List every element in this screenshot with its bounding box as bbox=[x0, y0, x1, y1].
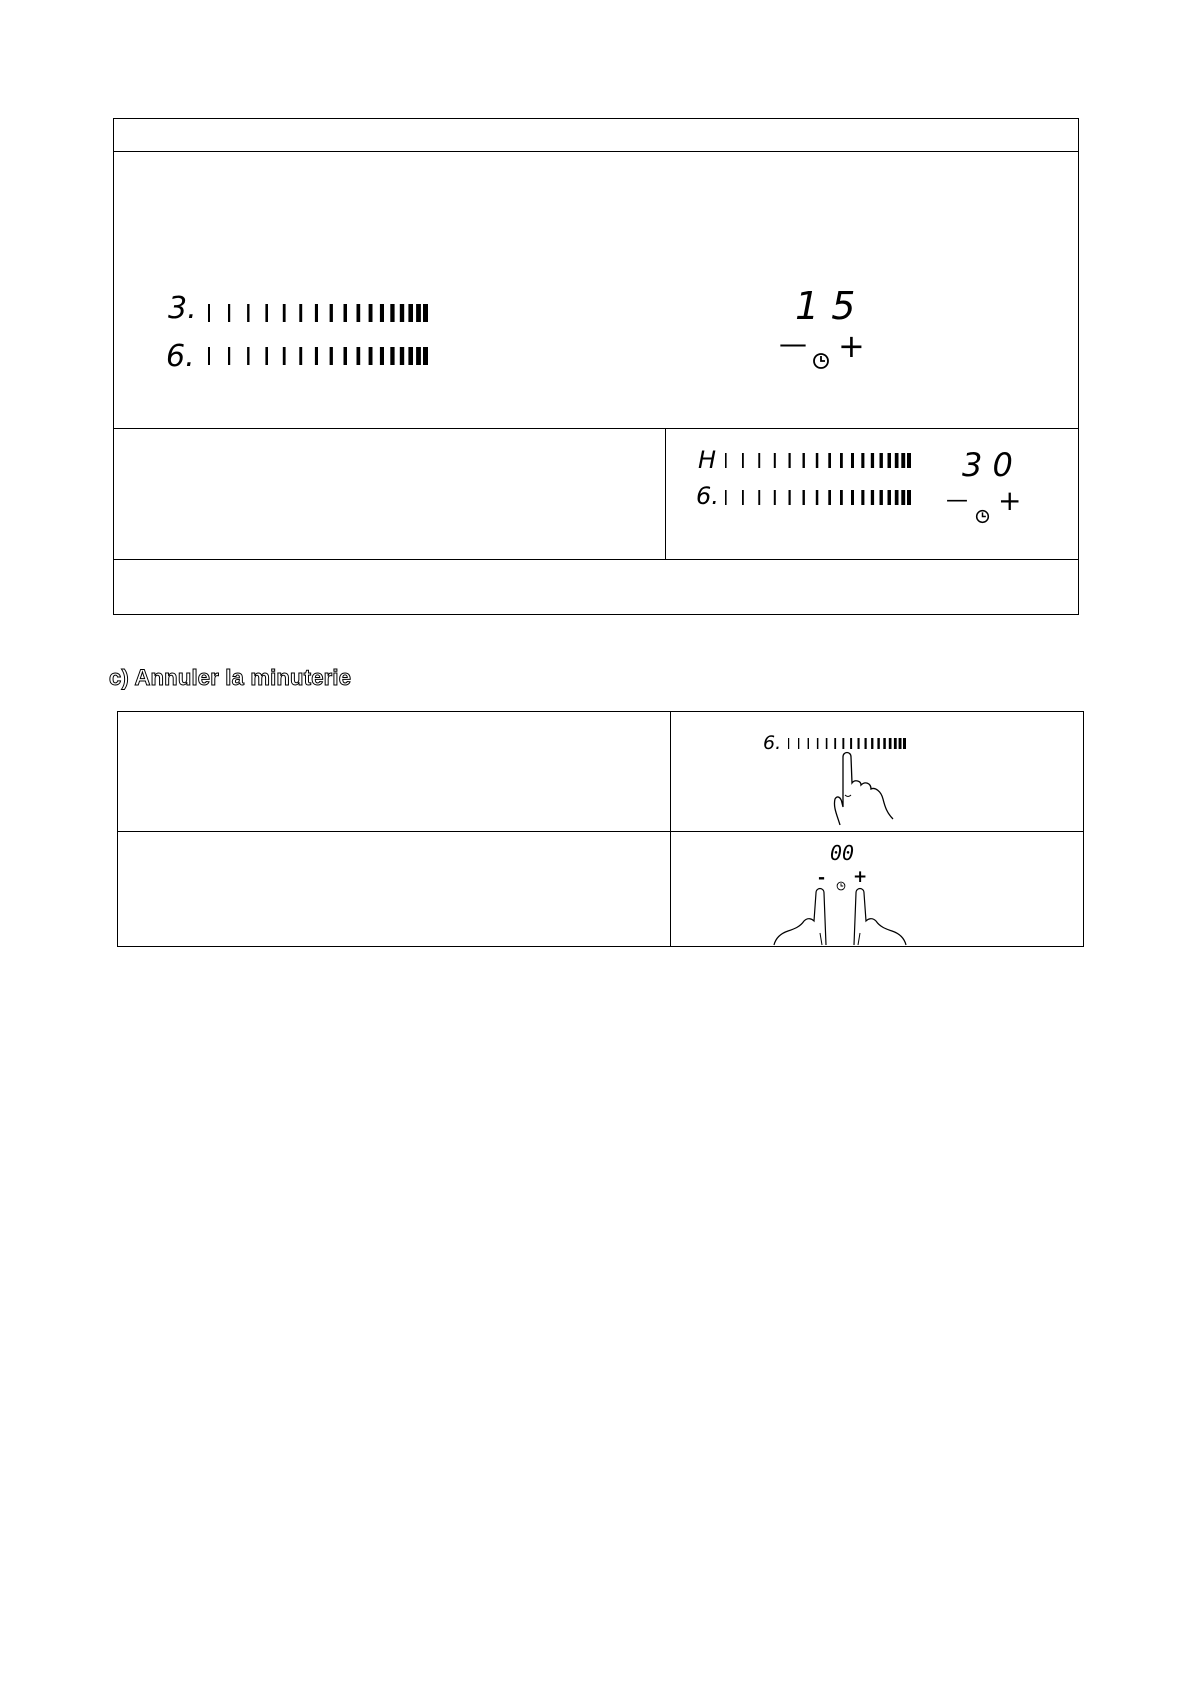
zone-4-power-bar bbox=[725, 490, 885, 508]
timer-reset-value: 00 bbox=[830, 841, 855, 865]
zone-level-small: 6. bbox=[763, 732, 782, 754]
power-bar-segment bbox=[901, 453, 905, 468]
power-bar-segment bbox=[299, 304, 302, 322]
timer-value: 1 5 bbox=[795, 284, 856, 328]
power-bar-segment bbox=[828, 453, 831, 468]
zone-4-level: 6. bbox=[696, 482, 719, 510]
power-bar-segment bbox=[390, 347, 394, 365]
power-bar-segment bbox=[880, 490, 883, 505]
power-bar-segment bbox=[330, 304, 333, 322]
zone-3-power-bar bbox=[725, 453, 885, 471]
power-bar-segment bbox=[758, 453, 760, 468]
power-bar-segment bbox=[851, 453, 854, 468]
power-bar-segment bbox=[774, 453, 776, 468]
power-bar-segment bbox=[895, 490, 899, 505]
power-bar-segment bbox=[903, 738, 906, 749]
power-bar-segment bbox=[408, 304, 413, 322]
power-bar-segment bbox=[265, 304, 268, 322]
power-bar-segment bbox=[400, 347, 404, 365]
power-bar-segment bbox=[888, 490, 892, 505]
power-bar-segment bbox=[315, 304, 318, 322]
power-bar-segment bbox=[208, 347, 210, 365]
power-bar-segment bbox=[315, 347, 318, 365]
power-bar-segment bbox=[817, 738, 819, 749]
power-bar-segment bbox=[774, 490, 776, 505]
power-bar-segment bbox=[907, 490, 911, 505]
power-bar-segment bbox=[416, 304, 421, 322]
table2-row-divider bbox=[117, 831, 1084, 832]
timer-value-2: 3 0 bbox=[962, 446, 1013, 484]
zone-1-level: 3. bbox=[168, 291, 197, 326]
power-bar-segment bbox=[400, 304, 404, 322]
power-bar-segment bbox=[390, 304, 394, 322]
power-bar-segment bbox=[380, 304, 384, 322]
table1-row-divider-1 bbox=[113, 428, 1079, 429]
power-bar-segment bbox=[895, 453, 899, 468]
minus-touch-key: - bbox=[818, 868, 826, 888]
power-bar-segment bbox=[871, 490, 874, 505]
timer-minus-button: — bbox=[779, 327, 807, 360]
power-bar-segment bbox=[357, 347, 361, 365]
power-bar-segment bbox=[247, 304, 249, 322]
clock-icon bbox=[975, 509, 990, 524]
power-bar-segment bbox=[416, 347, 421, 365]
plus-touch-key: + bbox=[853, 867, 868, 887]
power-bar-segment bbox=[828, 490, 831, 505]
power-bar-segment bbox=[725, 453, 727, 468]
power-bar-segment bbox=[840, 490, 843, 505]
power-bar-segment bbox=[789, 453, 791, 468]
power-bar-segment bbox=[344, 347, 348, 365]
table1-column-divider bbox=[665, 428, 666, 559]
power-bar-segment bbox=[369, 347, 373, 365]
power-bar-segment bbox=[369, 304, 373, 322]
two-fingers-icon bbox=[770, 885, 910, 947]
power-bar-segment bbox=[861, 453, 864, 468]
timer-minus-button-2: — bbox=[946, 488, 968, 513]
power-bar-segment bbox=[816, 490, 819, 505]
power-bar-segment bbox=[808, 738, 809, 749]
timer-plus-button: + bbox=[838, 327, 865, 365]
power-bar-segment bbox=[851, 490, 854, 505]
instruction-table-2 bbox=[117, 711, 1084, 947]
clock-icon bbox=[812, 352, 830, 370]
power-bar-segment bbox=[742, 490, 744, 505]
power-bar-segment bbox=[840, 453, 843, 468]
power-bar-segment bbox=[344, 304, 348, 322]
power-bar-segment bbox=[208, 304, 210, 322]
zone-2-level: 6. bbox=[166, 339, 195, 374]
table1-header-divider bbox=[113, 151, 1079, 152]
power-bar-segment bbox=[380, 347, 384, 365]
power-bar-segment bbox=[742, 453, 744, 468]
power-bar-segment bbox=[758, 490, 760, 505]
power-bar-segment bbox=[803, 490, 805, 505]
power-bar-segment bbox=[789, 490, 791, 505]
power-bar-segment bbox=[423, 304, 428, 322]
power-bar-segment bbox=[228, 347, 230, 365]
power-bar-segment bbox=[899, 738, 902, 749]
power-bar-segment bbox=[423, 347, 428, 365]
power-bar-segment bbox=[901, 490, 905, 505]
power-bar-segment bbox=[798, 738, 799, 749]
power-bar-segment bbox=[247, 347, 249, 365]
power-bar-segment bbox=[907, 453, 911, 468]
section-c-heading: c) Annuler la minuterie bbox=[109, 665, 352, 690]
power-bar-segment bbox=[283, 347, 286, 365]
power-bar-segment bbox=[265, 347, 268, 365]
power-bar-segment bbox=[357, 304, 361, 322]
power-bar-segment bbox=[816, 453, 819, 468]
zone-3-level: H bbox=[698, 446, 717, 474]
power-bar-segment bbox=[330, 347, 333, 365]
table1-row-divider-2 bbox=[113, 559, 1079, 560]
power-bar-segment bbox=[299, 347, 302, 365]
power-bar-segment bbox=[861, 490, 864, 505]
power-bar-segment bbox=[871, 453, 874, 468]
power-bar-segment bbox=[283, 304, 286, 322]
power-bar-segment bbox=[880, 453, 883, 468]
table2-column-divider bbox=[670, 711, 671, 947]
zone-2-power-bar bbox=[208, 347, 398, 367]
power-bar-segment bbox=[888, 453, 892, 468]
zone-1-power-bar bbox=[208, 304, 398, 324]
power-bar-segment bbox=[803, 453, 805, 468]
finger-touch-icon bbox=[825, 747, 895, 827]
power-bar-segment bbox=[788, 738, 789, 749]
power-bar-segment bbox=[228, 304, 230, 322]
power-bar-segment bbox=[725, 490, 727, 505]
power-bar-segment bbox=[408, 347, 413, 365]
timer-plus-button-2: + bbox=[998, 484, 1022, 517]
